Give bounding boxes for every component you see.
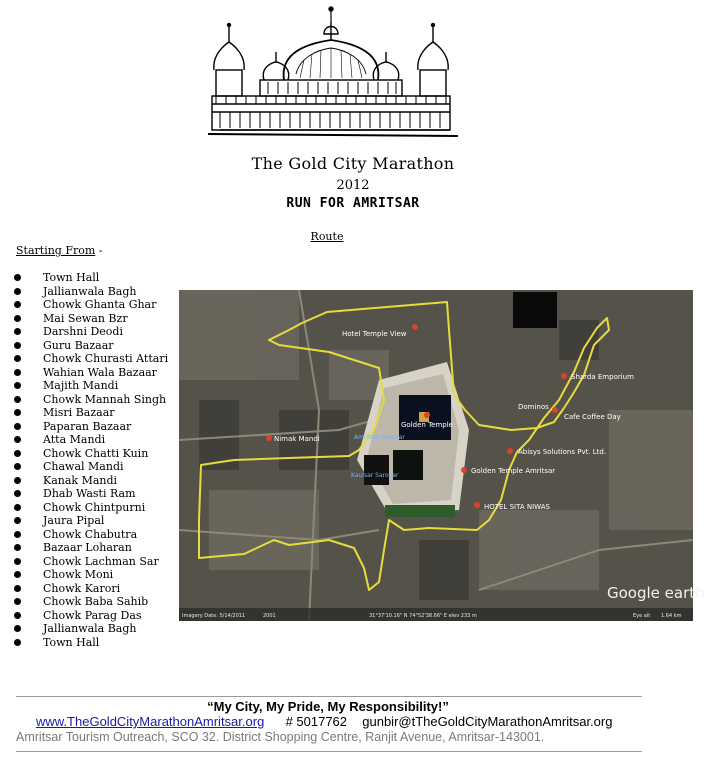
event-title: The Gold City Marathon [251,154,455,173]
route-stop [14,298,168,312]
route-stop [14,474,168,488]
route-stop-name: Atta Mandi [43,433,106,446]
bullet-dot-icon [14,544,21,551]
route-stop [14,609,168,623]
route-stop-name: Town Hall [43,635,100,649]
starting-from-text: Starting From [16,244,96,257]
bullet-dot-icon [14,585,21,592]
bullet-dot-icon [14,423,21,430]
route-stop [14,433,168,447]
route-stop-name: Chowk Ghanta Ghar [43,298,157,311]
route-stop [14,379,168,393]
route-stop-name: Chowk Mannah Singh [43,392,167,406]
footer-tagline: “My City, My Pride, My Responsibility!” [207,699,449,714]
route-stop [14,271,168,285]
map-label-golden-temple: Golden Temple [401,421,453,429]
route-stop-name: Darshni Deodi [43,325,123,338]
route-stop-name: Guru Bazaar [43,338,114,352]
map-label-hotel-temple-view: Hotel Temple View [342,330,407,338]
bullet-dot-icon [14,315,21,322]
map-label-sarovar-2: Kaulsar Sarovar [351,472,399,479]
bullet-dot-icon [14,571,21,578]
route-stop-name: Chowk Churasti Attari [43,352,169,365]
route-stop-name: Chowk Lachman Sar [43,554,159,568]
route-stop-name: Chowk Chabutra [43,527,138,541]
footer-contact [36,714,612,729]
map-eye-alt: Eye alt [633,613,651,619]
event-year: 2012 [336,178,370,193]
route-stop [14,514,168,528]
map-label-sarovar-1: Amritsar Sarovar [354,434,405,441]
route-stop-name: Jaura Pipal [43,514,105,527]
route-stop-name: Chowk Moni [43,568,114,581]
bullet-dot-icon [14,625,21,632]
bullet-dot-icon [14,598,21,605]
map-label-cafe-coffee-day: Cafe Coffee Day [564,413,621,421]
route-stop-name: Chowk Baba Sahib [43,595,149,608]
route-stop-name: Chowk Chintpurni [43,500,146,514]
route-stop [14,622,168,636]
map-year-marker: 2001 [263,613,276,619]
bullet-dot-icon [14,490,21,497]
route-stop [14,460,168,474]
route-stop-name: Chowk Chatti Kuin [43,446,149,460]
bullet-dot-icon [14,450,21,457]
bullet-dot-icon [14,396,21,403]
bullet-dot-icon [14,369,21,376]
route-stop [14,595,168,609]
starting-from-suffix: - [98,244,103,257]
route-stop-name: Bazaar Loharan [43,541,132,554]
route-stop-name: Majith Mandi [43,379,119,392]
bullet-dot-icon [14,517,21,524]
golden-temple-emblem [200,4,462,140]
map-label-nimak-mandi: Nimak Mandi [274,435,320,443]
route-stop [14,487,168,501]
route-stop-name: Misri Bazaar [43,406,115,419]
route-stop-name: Mai Sewan Bzr [43,311,128,325]
route-stop-name: Jallianwala Bagh [43,284,137,298]
route-stop-name: Town Hall [43,271,100,284]
bullet-dot-icon [14,477,21,484]
route-stop [14,447,168,461]
route-satellite-map [179,290,705,621]
footer-divider-bottom [16,751,642,752]
route-stop [14,420,168,434]
route-stop [14,312,168,326]
bullet-dot-icon [14,436,21,443]
route-stop-list [14,271,168,649]
route-stop [14,339,168,353]
route-stop [14,393,168,407]
route-stop [14,285,168,299]
google-earth-logo: Google earth [607,584,705,602]
bullet-dot-icon [14,558,21,565]
route-stop-name: Kanak Mandi [43,473,118,487]
phone-number: # 5017762 [285,714,348,729]
route-stop [14,568,168,582]
map-label-sharda-emporium: Sharda Emporium [571,373,634,381]
map-label-golden-temple-amritsar: Golden Temple Amritsar [471,467,556,475]
route-stop-name: Paparan Bazaar [43,419,132,433]
route-stop [14,406,168,420]
map-label-hotel-sita-niwas: HOTEL SITA NIWAS [484,503,550,511]
route-stop-name: Chowk Parag Das [43,608,142,622]
bullet-dot-icon [14,612,21,619]
bullet-dot-icon [14,355,21,362]
route-stop [14,501,168,515]
bullet-dot-icon [14,328,21,335]
route-stop-name: Chawal Mandi [43,460,124,473]
bullet-dot-icon [14,342,21,349]
route-stop [14,636,168,650]
map-scale: 1.64 km [661,613,682,619]
map-label-abisys: Abisys Solutions Pvt. Ltd. [518,448,607,456]
route-heading: Route [310,230,344,243]
route-stop [14,582,168,596]
bullet-dot-icon [14,301,21,308]
bullet-dot-icon [14,639,21,646]
route-stop-name: Chowk Karori [43,581,121,595]
bullet-dot-icon [14,531,21,538]
starting-from-label [16,244,103,257]
route-stop [14,352,168,366]
footer-divider-top [16,696,642,697]
map-imagery-date: Imagery Date: 5/14/2011 [182,613,246,619]
route-stop [14,366,168,380]
email-address: gunbir@tTheGoldCityMarathonAmritsar.org [362,714,613,729]
route-stop [14,541,168,555]
bullet-dot-icon [14,409,21,416]
map-coordinates: 31°37'10.16" N 74°52'38.66" E elev 233 m [369,613,477,619]
route-stop-name: Jallianwala Bagh [43,622,137,635]
footer-address: Amritsar Tourism Outreach, SCO 32. District Shopping Centre, Ranjit Avenue, Amritsar-143001. [16,730,545,744]
route-stop-name: Dhab Wasti Ram [43,487,136,500]
bullet-dot-icon [14,504,21,511]
route-stop [14,555,168,569]
route-stop [14,528,168,542]
bullet-dot-icon [14,274,21,281]
bullet-dot-icon [14,463,21,470]
route-stop-name: Wahian Wala Bazaar [43,365,157,379]
map-label-dominos: Dominos [518,403,549,411]
website-link[interactable]: www.TheGoldCityMarathonAmritsar.org [36,714,265,729]
event-slogan: RUN FOR AMRITSAR [286,196,420,211]
bullet-dot-icon [14,382,21,389]
bullet-dot-icon [14,288,21,295]
route-stop [14,325,168,339]
